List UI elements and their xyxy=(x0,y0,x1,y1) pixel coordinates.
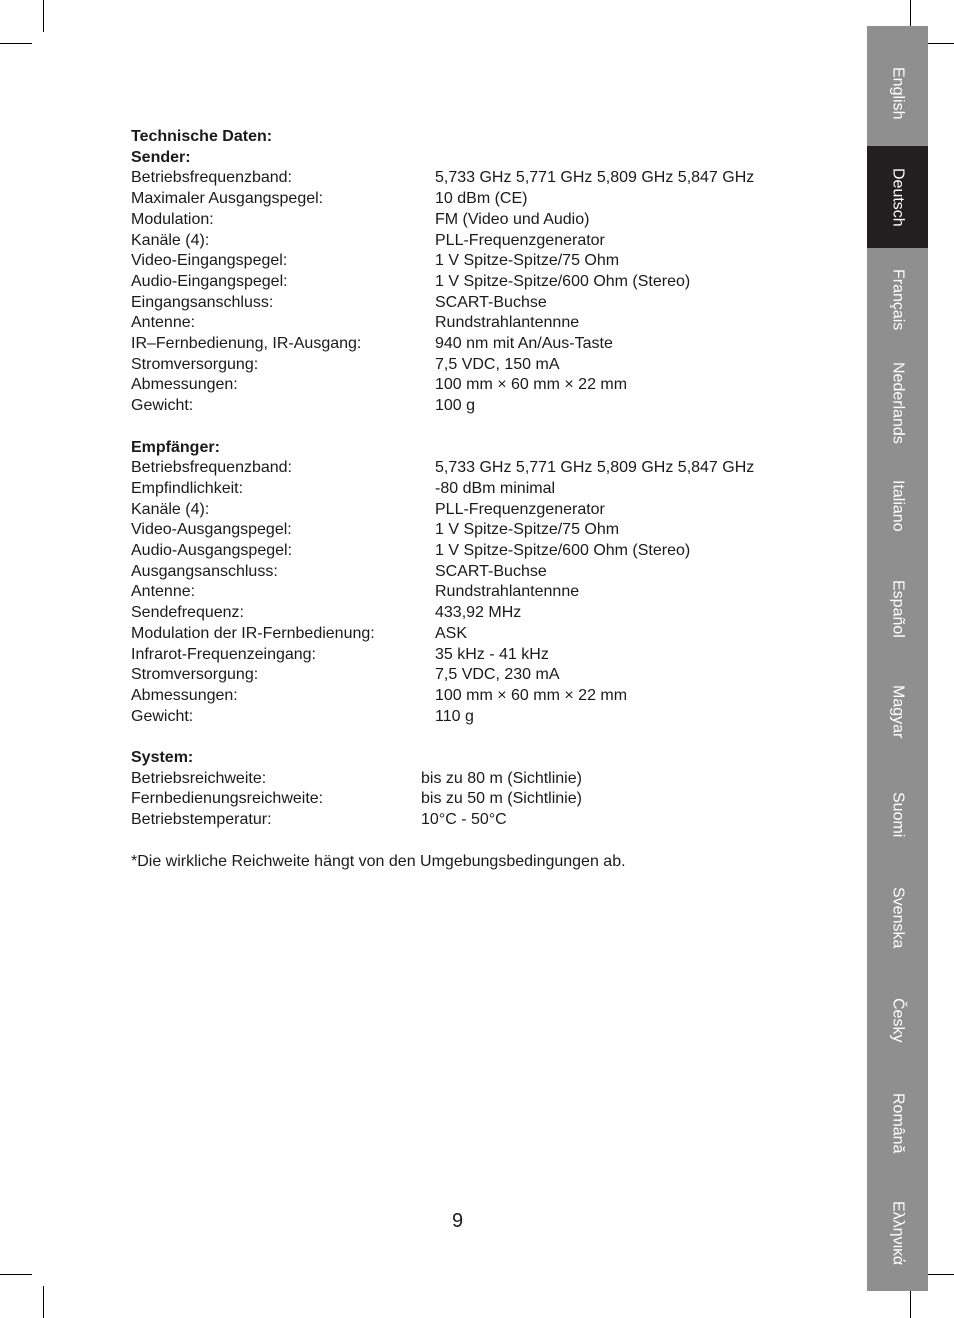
spec-label: Modulation der IR-Fernbedienung: xyxy=(131,624,375,642)
spec-value: 100 mm × 60 mm × 22 mm xyxy=(435,376,628,394)
spec-row xyxy=(131,231,831,252)
tab-language[interactable] xyxy=(867,351,928,454)
spec-row xyxy=(131,334,831,355)
spec-row xyxy=(131,789,831,810)
spec-row xyxy=(131,272,831,293)
spec-value: 35 kHz - 41 kHz xyxy=(435,645,549,663)
spec-row xyxy=(131,645,831,666)
tab-label: English xyxy=(889,66,907,120)
spec-row xyxy=(131,707,831,728)
tab-language[interactable] xyxy=(867,660,928,763)
spec-label: Video-Ausgangspegel: xyxy=(131,521,292,539)
spec-label: Betriebsfrequenzband: xyxy=(131,459,292,477)
spec-label: Modulation: xyxy=(131,210,214,228)
spec-label: Antenne: xyxy=(131,583,196,601)
tab-language[interactable] xyxy=(867,1175,928,1291)
page-number: 9 xyxy=(452,1210,464,1232)
spec-row xyxy=(131,686,831,707)
tab-label: Ελληνικά xyxy=(889,1200,907,1266)
spacer xyxy=(131,831,831,852)
spec-label: Stromversorgung: xyxy=(131,355,259,373)
spec-value: -80 dBm minimal xyxy=(435,479,556,497)
spec-value: SCART-Buchse xyxy=(435,562,547,580)
spec-row xyxy=(131,251,831,272)
spec-value: 100 mm × 60 mm × 22 mm xyxy=(435,686,628,704)
spec-row xyxy=(131,500,831,521)
tab-language[interactable] xyxy=(867,557,928,660)
spec-value: 10 dBm (CE) xyxy=(435,190,528,208)
crop-mark xyxy=(43,1286,44,1318)
tab-label: Español xyxy=(889,579,907,638)
footnote: *Die wirkliche Reichweite hängt von den Umgebungsbedingungen ab. xyxy=(131,852,626,870)
spec-label: Eingangsanschluss: xyxy=(131,293,274,311)
spec-value: 1 V Spitze-Spitze/600 Ohm (Stereo) xyxy=(435,542,691,560)
spec-row xyxy=(131,210,831,231)
spec-label: Betriebstemperatur: xyxy=(131,811,272,829)
spec-label: Audio-Eingangspegel: xyxy=(131,272,288,290)
spec-label: Maximaler Ausgangspegel: xyxy=(131,190,324,208)
spec-label: Fernbedienungsreichweite: xyxy=(131,790,324,808)
spec-label: Ausgangsanschluss: xyxy=(131,562,278,580)
spec-row xyxy=(131,810,831,831)
spec-content xyxy=(131,127,831,872)
spec-value: 110 g xyxy=(435,707,474,725)
crop-mark xyxy=(43,0,44,32)
tab-language[interactable] xyxy=(867,146,928,248)
spec-value: PLL-Frequenzgenerator xyxy=(435,500,605,518)
spec-row xyxy=(131,624,831,645)
spec-row xyxy=(131,562,831,583)
spec-row xyxy=(131,293,831,314)
spec-row xyxy=(131,168,831,189)
spec-value: 433,92 MHz xyxy=(435,604,522,622)
tab-label: Română xyxy=(889,1093,907,1154)
doc-title: Technische Daten: xyxy=(131,128,273,145)
spec-label: Sendefrequenz: xyxy=(131,604,244,622)
spec-value: 1 V Spitze-Spitze/600 Ohm (Stereo) xyxy=(435,272,691,290)
crop-mark xyxy=(0,43,32,44)
tab-label: Italiano xyxy=(889,479,907,532)
tab-label: Français xyxy=(889,268,907,331)
spec-label: Kanäle (4): xyxy=(131,500,210,518)
spec-value: PLL-Frequenzgenerator xyxy=(435,231,605,249)
spacer xyxy=(131,417,831,438)
tab-label: Česky xyxy=(889,998,907,1043)
spec-row xyxy=(131,541,831,562)
spec-label: Abmessungen: xyxy=(131,686,238,704)
tab-language[interactable] xyxy=(867,454,928,557)
spec-row xyxy=(131,189,831,210)
spec-list-receiver xyxy=(131,458,831,727)
spec-row xyxy=(131,520,831,541)
spacer xyxy=(131,727,831,748)
spec-value: 1 V Spitze-Spitze/75 Ohm xyxy=(435,521,620,539)
spec-value: 5,733 GHz 5,771 GHz 5,809 GHz 5,847 GHz xyxy=(435,459,755,477)
spec-label: Antenne: xyxy=(131,314,196,332)
tab-label: Nederlands xyxy=(889,361,907,444)
spec-row xyxy=(131,479,831,500)
spec-value: 940 nm mit An/Aus-Taste xyxy=(435,335,613,353)
spec-value: ASK xyxy=(435,624,468,642)
section-heading-receiver: Empfänger: xyxy=(131,438,220,456)
spec-label: Gewicht: xyxy=(131,397,194,415)
spec-value: 5,733 GHz 5,771 GHz 5,809 GHz 5,847 GHz xyxy=(435,169,755,187)
spec-row xyxy=(131,375,831,396)
spec-label: Betriebsreichweite: xyxy=(131,769,267,787)
language-tabs xyxy=(867,26,928,1291)
spec-list-sender xyxy=(131,168,831,416)
tab-label: Suomi xyxy=(889,791,907,838)
crop-mark xyxy=(0,1274,32,1275)
tab-language[interactable] xyxy=(867,969,928,1072)
tab-label: Deutsch xyxy=(889,167,907,227)
spec-label: Stromversorgung: xyxy=(131,666,259,684)
spec-label: Kanäle (4): xyxy=(131,231,210,249)
spec-value: Rundstrahlantennne xyxy=(435,583,580,601)
spec-value: 1 V Spitze-Spitze/75 Ohm xyxy=(435,252,620,270)
spec-label: Abmessungen: xyxy=(131,376,238,394)
tab-language[interactable] xyxy=(867,40,928,146)
spec-label: Gewicht: xyxy=(131,707,194,725)
spec-label: Infrarot-Frequenzeingang: xyxy=(131,645,316,663)
tab-label: Svenska xyxy=(889,886,907,949)
spec-row xyxy=(131,458,831,479)
spec-value: 100 g xyxy=(435,397,476,415)
tab-language[interactable] xyxy=(867,866,928,969)
spec-value: bis zu 50 m (Sichtlinie) xyxy=(421,790,582,808)
tab-label: Magyar xyxy=(889,684,907,739)
spec-label: Video-Eingangspegel: xyxy=(131,252,288,270)
spec-value: 7,5 VDC, 230 mA xyxy=(435,666,560,684)
tab-language[interactable] xyxy=(867,1072,928,1175)
spec-label: Betriebsfrequenzband: xyxy=(131,169,292,187)
spec-value: SCART-Buchse xyxy=(435,293,547,311)
section-heading-sender: Sender: xyxy=(131,148,191,166)
spec-label: Audio-Ausgangspegel: xyxy=(131,542,293,560)
spec-row xyxy=(131,396,831,417)
spec-row xyxy=(131,355,831,376)
spec-value: 10°C - 50°C xyxy=(421,811,507,829)
tab-language[interactable] xyxy=(867,248,928,351)
spec-label: Empfindlichkeit: xyxy=(131,479,244,497)
spec-row xyxy=(131,769,831,790)
spec-value: bis zu 80 m (Sichtlinie) xyxy=(421,769,582,787)
spec-row xyxy=(131,582,831,603)
spec-value: FM (Video und Audio) xyxy=(435,210,590,228)
spec-label: IR–Fernbedienung, IR-Ausgang: xyxy=(131,335,362,353)
spec-row xyxy=(131,313,831,334)
spec-list-system xyxy=(131,769,831,831)
spec-row xyxy=(131,603,831,624)
spec-value: Rundstrahlantennne xyxy=(435,314,580,332)
spec-value: 7,5 VDC, 150 mA xyxy=(435,355,560,373)
tab-language[interactable] xyxy=(867,763,928,866)
spec-row xyxy=(131,665,831,686)
section-heading-system: System: xyxy=(131,749,194,767)
